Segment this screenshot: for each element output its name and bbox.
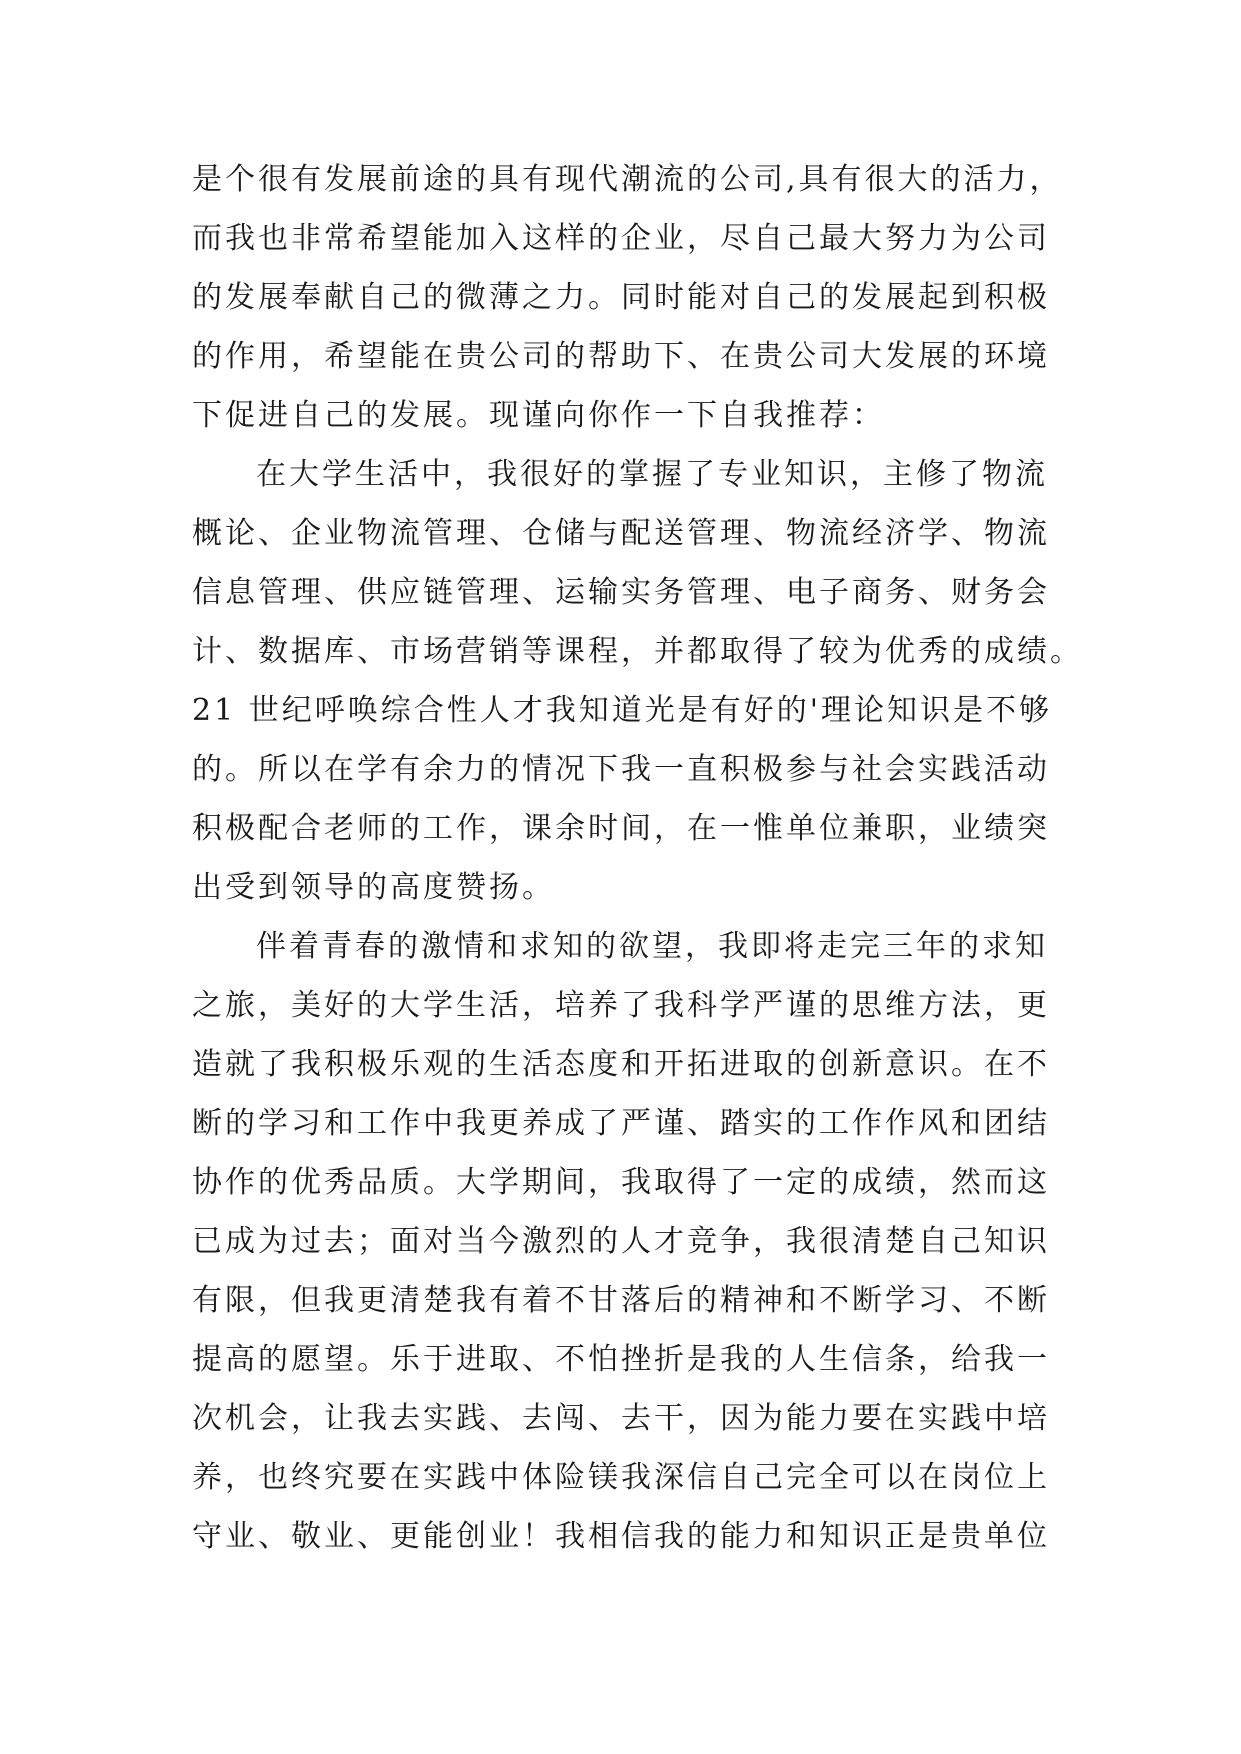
text-line: 积极配合老师的工作，课余时间，在一惟单位兼职，业绩突 bbox=[192, 811, 1050, 846]
text-line: 断的学习和工作中我更养成了严谨、踏实的工作作风和团结 bbox=[192, 1106, 1050, 1141]
text-line: 有限，但我更清楚我有着不甘落后的精神和不断学习、不断 bbox=[192, 1283, 1050, 1318]
text-line: 的。所以在学有余力的情况下我一直积极参与社会实践活动 bbox=[192, 752, 1050, 787]
text-line: 之旅，美好的大学生活，培养了我科学严谨的思维方法，更 bbox=[192, 988, 1050, 1023]
text-line: 次机会，让我去实践、去闯、去干，因为能力要在实践中培 bbox=[192, 1401, 1050, 1436]
text-line: 下促进自己的发展。现谨向你作一下自我推荐： bbox=[192, 398, 885, 433]
text-line: 信息管理、供应链管理、运输实务管理、电子商务、财务会 bbox=[192, 575, 1050, 610]
text-line: 21 世纪呼唤综合性人才我知道光是有好的'理论知识是不够 bbox=[192, 693, 1052, 728]
text-line: 造就了我积极乐观的生活态度和开拓进取的创新意识。在不 bbox=[192, 1047, 1050, 1082]
text-line: 养，也终究要在实践中体险镁我深信自己完全可以在岗位上 bbox=[192, 1460, 1050, 1495]
text-line: 的作用，希望能在贵公司的帮助下、在贵公司大发展的环境 bbox=[192, 339, 1050, 374]
text-line: 守业、敬业、更能创业！我相信我的能力和知识正是贵单位 bbox=[192, 1519, 1050, 1554]
text-line: 出受到领导的高度赞扬。 bbox=[192, 870, 555, 905]
paragraph-start-line: 在大学生活中，我很好的掌握了专业知识，主修了物流 bbox=[256, 457, 1048, 492]
text-line: 已成为过去；面对当今激烈的人才竞争，我很清楚自己知识 bbox=[192, 1224, 1050, 1259]
text-line: 而我也非常希望能加入这样的企业，尽自己最大努力为公司 bbox=[192, 221, 1050, 256]
paragraph-start-line: 伴着青春的激情和求知的欲望，我即将走完三年的求知 bbox=[256, 929, 1048, 964]
text-line: 概论、企业物流管理、仓储与配送管理、物流经济学、物流 bbox=[192, 516, 1050, 551]
text-line: 协作的优秀品质。大学期间，我取得了一定的成绩，然而这 bbox=[192, 1165, 1050, 1200]
text-line: 计、数据库、市场营销等课程，并都取得了较为优秀的成绩。 bbox=[192, 634, 1083, 669]
text-line: 提高的愿望。乐于进取、不怕挫折是我的人生信条，给我一 bbox=[192, 1342, 1050, 1377]
text-line: 的发展奉献自己的微薄之力。同时能对自己的发展起到积极 bbox=[192, 280, 1050, 315]
text-line: 是个很有发展前途的具有现代潮流的公司,具有很大的活力， bbox=[192, 162, 1063, 197]
